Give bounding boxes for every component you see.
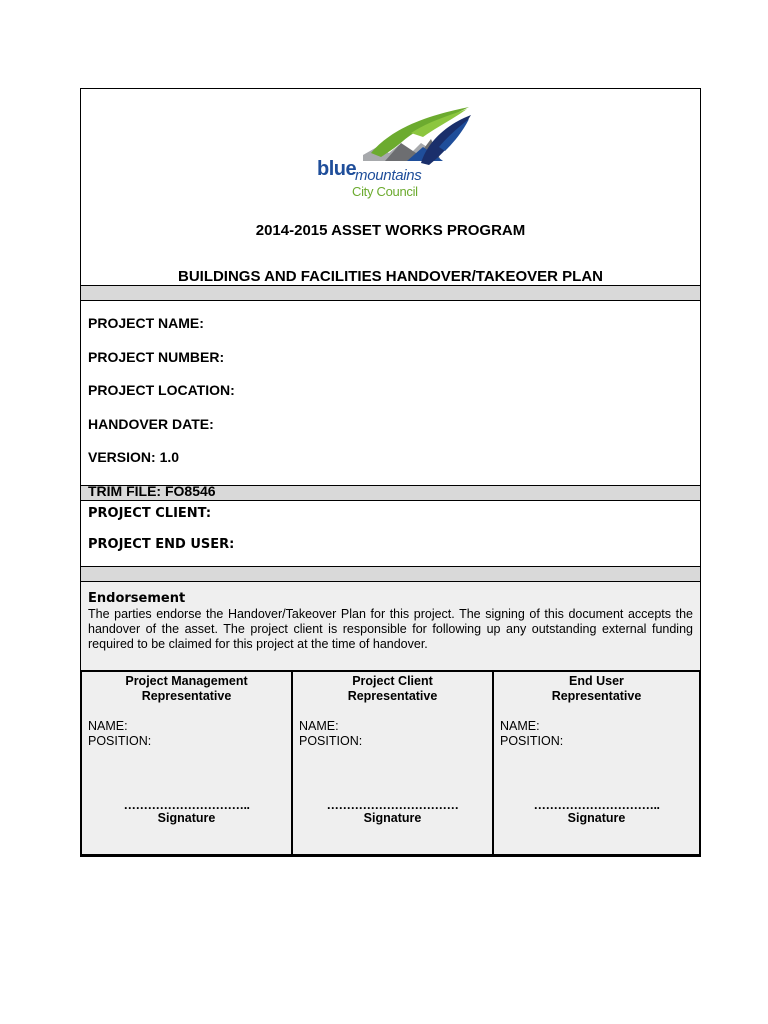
position-label: POSITION: [299,734,363,748]
plan-title: BUILDINGS AND FACILITIES HANDOVER/TAKEOVER PLAN [177,268,604,285]
signature-line: …………………………… [326,798,459,812]
position-label: POSITION: [88,734,152,748]
project-number-field: PROJECT NUMBER: [88,348,225,365]
name-label: NAME: [299,719,339,733]
version-field: VERSION: 1.0 [88,449,180,465]
trim-file-field: TRIM FILE: FO8546 [88,482,216,499]
client-section [81,501,700,566]
section-divider [81,566,700,582]
signatory-title-line1: Project Management [125,674,248,688]
signatory-title-line2: Representative [141,689,232,703]
signature-line: ………………………….. [533,798,660,812]
program-title: 2014-2015 ASSET WORKS PROGRAM [255,222,526,239]
signatory-title-line2: Representative [551,689,642,703]
signatory-title-line2: Representative [347,689,438,703]
logo-text-mountains: mountains [355,167,422,184]
project-end-user-field: PROJECT END USER: [88,537,235,552]
signature-line: ………………………….. [123,798,250,812]
endorsement-section [81,582,700,670]
signatory-title [82,672,291,704]
logo-text-city-council: City Council [352,184,418,199]
document-frame [80,88,701,857]
project-client-field: PROJECT CLIENT: [88,506,212,521]
signature-table [80,670,701,856]
project-location-field: PROJECT LOCATION: [88,382,235,398]
signatory-title-line1: Project Client [352,674,433,688]
signature-label: Signature [567,811,626,825]
position-label: POSITION: [500,734,564,748]
logo-text-blue: blue [317,158,357,180]
signature-column-project-management [82,672,291,854]
document-header [81,89,700,285]
signature-label: Signature [157,811,216,825]
handover-date-field: HANDOVER DATE: [88,415,214,432]
name-label: NAME: [500,719,540,733]
section-divider [81,285,700,301]
signatory-title [494,672,699,704]
signatory-title-line1: End User [569,674,624,688]
name-label: NAME: [88,719,128,733]
signature-column-end-user [492,672,699,854]
signatory-title [293,672,492,704]
endorsement-text: The parties endorse the Handover/Takeover Plan for this project. The signing of this document accepts the handover of the asset. The project client is responsible for following up any outstanding external funding required to be claimed for this project at the time of handover. [88,607,693,651]
endorsement-title: Endorsement [88,591,186,606]
signature-column-project-client [291,672,492,854]
project-name-field: PROJECT NAME: [88,315,204,331]
council-logo [311,103,479,203]
signature-label: Signature [363,811,422,825]
project-details-section [81,301,700,499]
